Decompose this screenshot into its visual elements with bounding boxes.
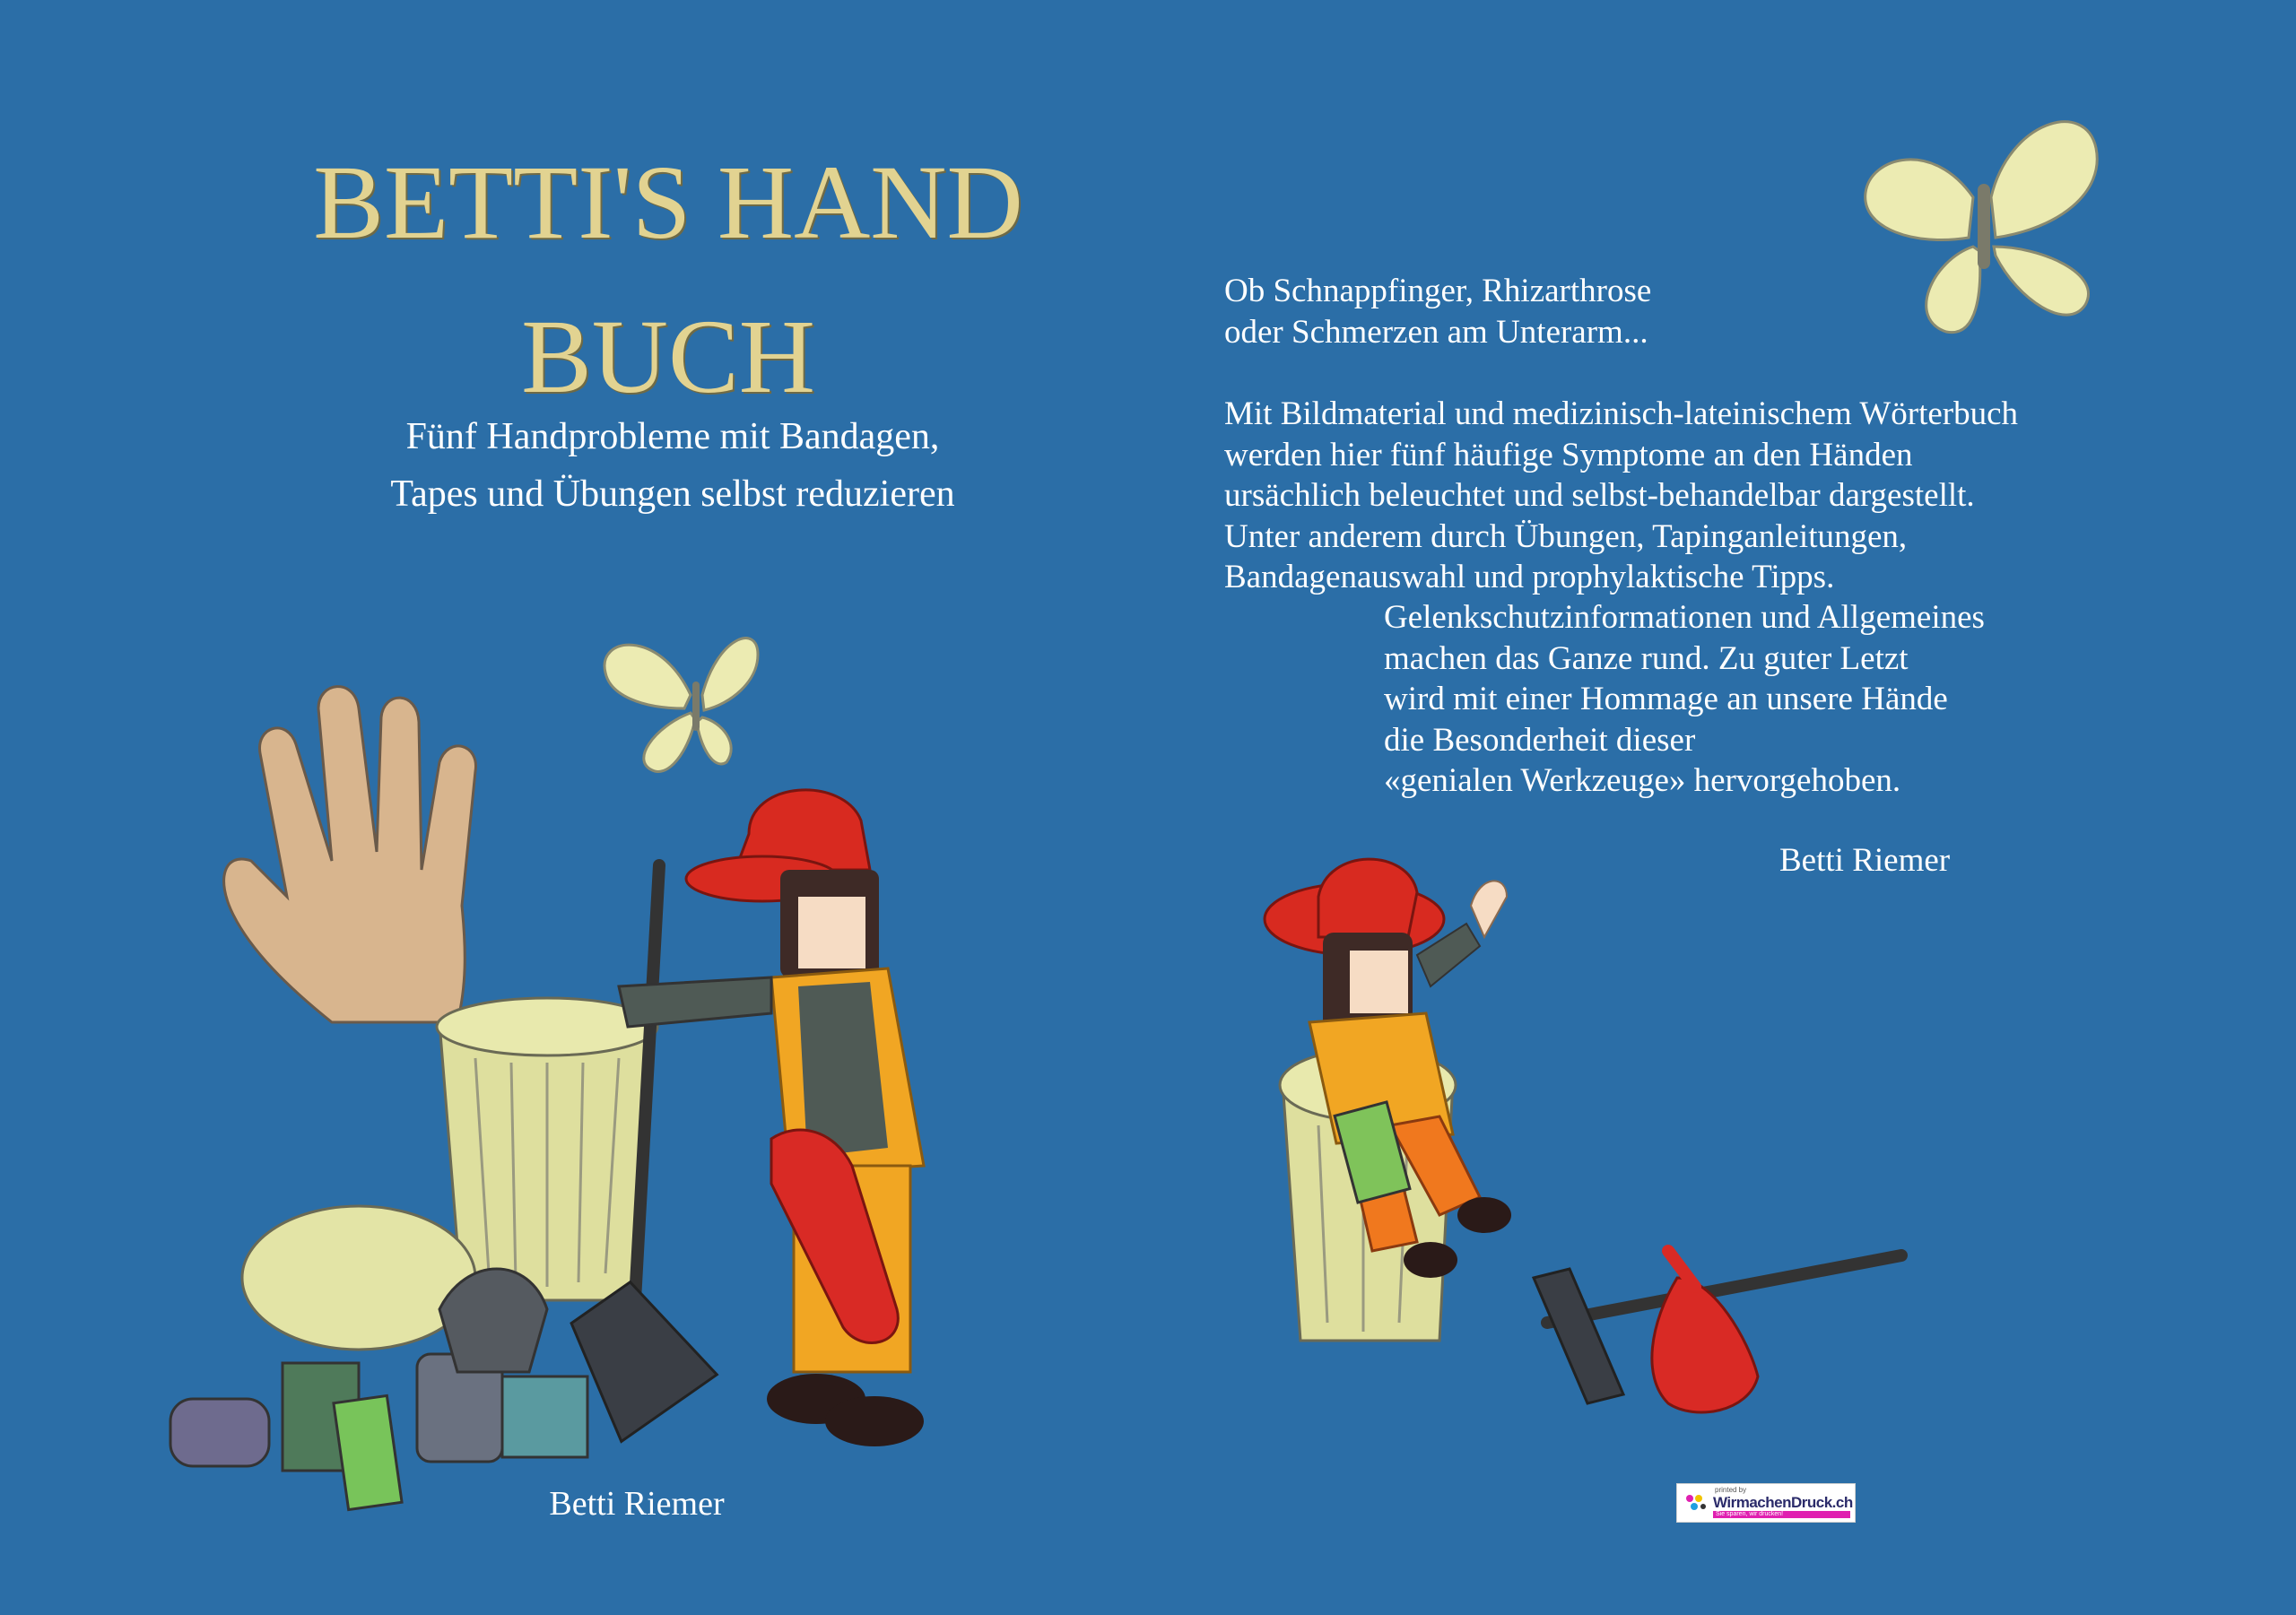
printer-tagline: Sie sparen, wir drucken! [1713, 1511, 1850, 1518]
butterfly-icon [1861, 103, 2108, 345]
back-illustration [1247, 838, 1919, 1448]
back-text-line: ursächlich beleuchtet und selbst-behandelbar dargestellt. [1224, 477, 1975, 514]
back-text-line: Unter anderem durch Übungen, Tapinganleitungen, [1224, 517, 1908, 555]
back-text-line: oder Schmerzen am Unterarm... [1224, 313, 1648, 351]
back-text-line: machen das Ganze rund. Zu guter Letzt [1384, 639, 1909, 677]
back-text-line: Gelenkschutzinformationen und Allgemeines [1384, 599, 1985, 636]
back-text-line: Bandagenauswahl und prophylaktische Tipps. [1224, 559, 1835, 595]
back-text-line: werden hier fünf häufige Symptome an den Händen [1224, 436, 1913, 473]
back-text-line: Ob Schnappfinger, Rhizarthrose [1224, 273, 1652, 309]
back-author: Betti Riemer [1779, 842, 1951, 879]
printer-name: WirmachenDruck.ch [1713, 1494, 1853, 1511]
front-author: Betti Riemer [549, 1485, 725, 1523]
front-illustration [152, 610, 978, 1560]
back-paragraph-3 [1384, 597, 1985, 802]
printer-logo [1676, 1483, 1856, 1523]
butterfly-icon [604, 638, 758, 772]
back-text-line: «genialen Werkzeuge» hervorgehoben. [1384, 762, 1901, 799]
printed-by-label: printed by [1715, 1486, 1747, 1494]
book-subtitle [269, 408, 1076, 523]
printer-logo-icon [1684, 1493, 1708, 1513]
subtitle-line-2: Tapes und Übungen selbst reduzieren [390, 473, 955, 515]
title-line-2: BUCH [521, 298, 815, 415]
back-paragraph-2 [1224, 394, 2018, 598]
back-text-line: wird mit einer Hommage an unsere Hände [1384, 681, 1948, 717]
back-text-line: die Besonderheit dieser [1384, 721, 1696, 759]
book-title [206, 126, 1130, 434]
subtitle-line-1: Fünf Handprobleme mit Bandagen, [405, 416, 940, 457]
back-text-line: Mit Bildmaterial und medizinisch-lateinischem Wörterbuch [1224, 395, 2019, 432]
back-paragraph-1 [1224, 271, 1651, 352]
title-line-1: BETTI'S HAND [313, 143, 1023, 261]
